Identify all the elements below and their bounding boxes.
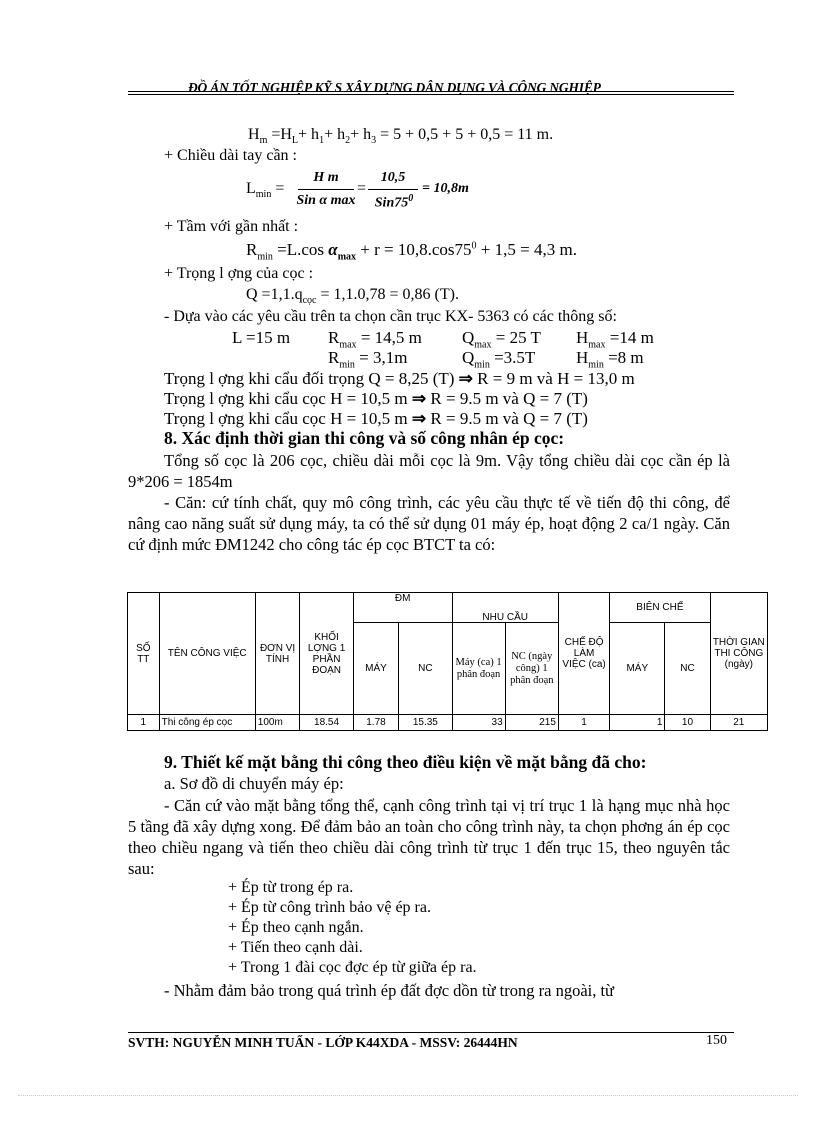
rule-1: + Ép từ trong ép ra. (228, 879, 354, 896)
rule-5: + Trong 1 đài cọc đợc ép từ giữa ép ra. (228, 959, 477, 976)
rule-4: + Tiến theo cạnh dài. (228, 939, 363, 956)
th-time: THỜI GIAN THI CÔNG (ngày) (710, 593, 767, 715)
cell-nc-nc: 215 (505, 715, 558, 731)
section-9-heading: 9. Thiết kế mặt bằng thi công theo điều kiện về mặt bằng đã cho: (164, 752, 647, 772)
th-qty: KHỐI LỢNG 1 PHẦN ĐOẠN (300, 593, 353, 715)
rule-3: + Ép theo cạnh ngắn. (228, 919, 364, 936)
th-dm-may: MÁY (353, 623, 398, 715)
footer-author: SVTH: NGUYỄN MINH TUẤN - LỚP K44XDA - MSSV: 26444HN (128, 1035, 518, 1047)
q-formula: $Q =1,1.q_{cọc} = 1,1.0,78 = 0,86$ (T). (246, 286, 459, 307)
crane-qmin: $Q_{min} =3.5T$ (462, 348, 536, 371)
header-rule (128, 91, 734, 92)
cell-dm-may: 1.78 (353, 715, 398, 731)
page-bottom-edge (18, 1095, 798, 1096)
fraction-2-denominator: $Sin75^0$ (374, 193, 414, 211)
th-chedo: CHẾ ĐỘ LÀM VIỆC (ca) (558, 593, 609, 715)
crane-intro: - Dựa vào các yêu cầu trên ta chọn cần trục KX- 5363 có các thông số: (164, 308, 617, 325)
equals-sign: = (357, 180, 367, 197)
lmin-lhs: $L_{min}$ = (246, 180, 285, 201)
th-nc-nc: NC (ngày công) 1 phân đoạn (505, 623, 558, 715)
th-nc-may: Máy (ca) 1 phân đoạn (452, 623, 505, 715)
rule-2: + Ép từ công trình bảo vệ ép ra. (228, 899, 431, 916)
crane-hmin: $H_{min} =8$ m (576, 348, 644, 371)
arrow-icon: ⇒ (411, 389, 427, 408)
th-dm: ĐM (353, 593, 452, 623)
fraction-1-bar (298, 189, 354, 190)
header-rule-double (128, 94, 734, 95)
th-stt: SỐ TT (128, 593, 160, 715)
construction-table (127, 592, 768, 731)
th-nhucau: NHU CẦU (452, 593, 558, 623)
th-bc-nc: NC (665, 623, 710, 715)
section-8-heading: 8. Xác định thời gian thi công và số công nhân ép cọc: (164, 428, 565, 448)
cell-name: Thi công ép cọc (159, 715, 255, 731)
page-header: ĐỒ ÁN TỐT NGHIỆP KỸ S XÂY DỰNG DÂN DỤNG VÀ CÔNG NGHIỆP (188, 80, 601, 95)
cell-qty: 18.54 (300, 715, 353, 731)
section-9-sub-a: a. Sơ đồ di chuyển máy ép: (164, 774, 344, 793)
reach-heading: + Tầm với gần nhất : (164, 218, 299, 235)
cell-stt: 1 (128, 715, 160, 731)
fraction-2-bar (368, 189, 418, 190)
hm-formula: $H_m =H_L+ h_1+ h_2+ h_3 = 5 + 0,5 + 5 + 0,5 = 11$ m. (248, 126, 554, 147)
cell-chedo: 1 (558, 715, 609, 731)
th-bienche: BIÊN CHẾ (610, 593, 710, 623)
case-pile-2: Trọng l ợng khi cẩu cọc H = 10,5 m ⇒ R = 9.5 m và Q = 7 (T) (164, 409, 588, 428)
crane-l: L =15 m (232, 328, 291, 347)
rmin-formula: $R_{min} =L.\cos$ $\alpha_{max} + r = 10,8.\cos 75^0 + 1,5 = 4,3$ m. (246, 240, 577, 263)
th-name: TÊN CÔNG VIỆC (159, 593, 255, 715)
section-9-para: - Căn cứ vào mặt bằng tổng thể, cạnh công trình tại vị trí trục 1 là hạng mục nhà học 5 tầng đã xây dựng xong. Để đảm bảo an toàn cho công trình này, ta chọn phơng án ép cọc theo chiều ngang và tiến theo chiều dài công trình từ trục 1 đến trục 15, theo nguyên tắc sau: (128, 796, 730, 878)
crane-rmin: $R_{min} = 3,1m$ (328, 348, 408, 371)
case-counterweight: Trọng l ợng khi cẩu đối trọng Q = 8,25 (T) ⇒ R = 9 m và H = 13,0 m (164, 369, 635, 388)
arrow-icon: ⇒ (411, 409, 427, 428)
arrow-icon: ⇒ (458, 369, 473, 388)
table-row (128, 715, 768, 731)
lmin-result: = 10,8m (422, 181, 469, 196)
cell-bc-nc: 10 (665, 715, 710, 731)
footer-rule (128, 1032, 734, 1033)
th-dm-nc: NC (399, 623, 452, 715)
section-8-para-2: - Căn: cứ tính chất, quy mô công trình, các yêu cầu thực tế về tiến độ thi công, để nâng cao năng suất sử dụng máy, ta có thể sử dụng 01 máy ép, hoạt động 2 ca/1 ngày. Căn cứ định mức ĐM1242 cho công tác ép cọc BTCT ta có: (128, 493, 730, 554)
case-pile-1: Trọng l ợng khi cẩu cọc H = 10,5 m ⇒ R = 9.5 m và Q = 7 (T) (164, 389, 588, 408)
section-8-para-1: Tổng số cọc là 206 cọc, chiều dài mỗi cọc là 9m. Vậy tổng chiều dài cọc cần ép là 9*206 = 1854m (128, 451, 730, 491)
cell-bc-may: 1 (610, 715, 665, 731)
cell-dm-nc: 15.35 (399, 715, 452, 731)
page-number: 150 (706, 1033, 727, 1048)
fraction-2-numerator: 10,5 (380, 170, 406, 185)
section-9-last-line: - Nhằm đảm bảo trong quá trình ép đất đợc dồn từ trong ra ngoài, từ (164, 981, 615, 1000)
th-unit: ĐƠN VỊ TÍNH (255, 593, 300, 715)
boom-length-heading: + Chiều dài tay cần : (164, 147, 297, 164)
crane-hmax: $H_{max} =14$ m (576, 328, 654, 351)
fraction-1-numerator: H m (313, 170, 339, 185)
fraction-1-denominator: Sin α max (296, 193, 356, 208)
cell-unit: 100m (255, 715, 300, 731)
th-bc-may: MÁY (610, 623, 665, 715)
cell-nc-may: 33 (452, 715, 505, 731)
weight-heading: + Trọng l ợng của cọc : (164, 265, 314, 282)
crane-rmax: $R_{max} = 14,5$ m (328, 328, 422, 351)
cell-time: 21 (710, 715, 767, 731)
crane-qmax: $Q_{max} = 25$ T (462, 328, 541, 351)
